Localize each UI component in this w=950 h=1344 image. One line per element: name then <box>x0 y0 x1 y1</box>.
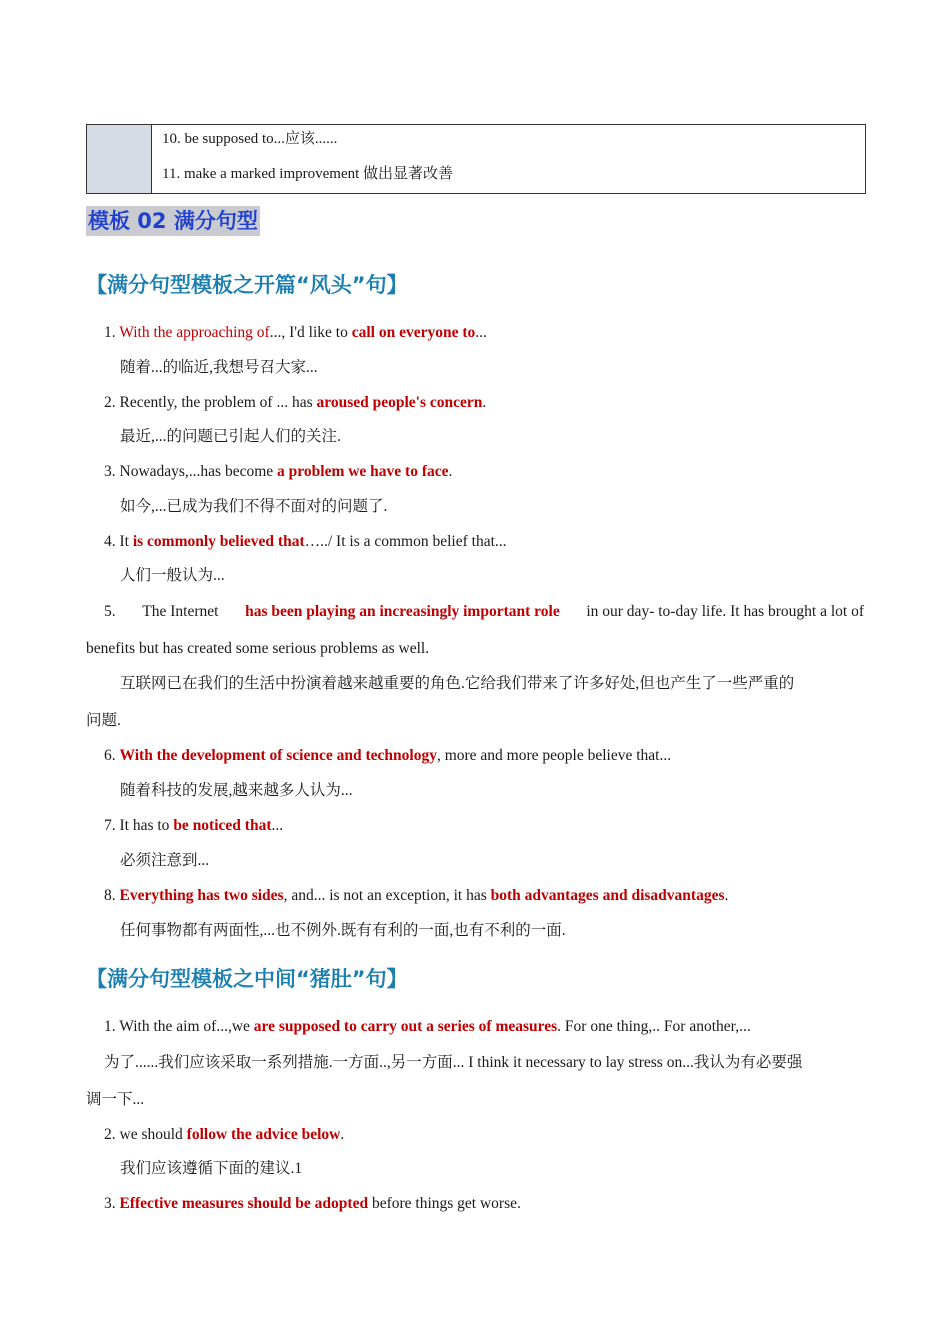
sentence-translation: 任何事物都有两面性,...也不例外.既有有利的一面,也有不利的一面. <box>120 922 566 939</box>
sentence-item: 4. It is commonly believed that…../ It is a common belief that... <box>104 533 507 550</box>
sentence-translation: 人们一般认为... <box>120 567 225 584</box>
module-title: 模板 02 满分句型 <box>86 206 260 236</box>
sentence-translation: 必须注意到... <box>120 852 210 869</box>
sentence-translation: 随着...的临近,我想号召大家... <box>120 359 318 376</box>
sentence-translation: 互联网已在我们的生活中扮演着越来越重要的角色.它给我们带来了许多好处,但也产生了一些严重的 <box>120 675 795 692</box>
sentence-item: 1. With the approaching of..., I'd like to call on everyone to... <box>104 324 487 341</box>
vocab-table <box>86 124 866 194</box>
sentence-continuation: benefits but has created some serious problems as well. <box>86 640 430 657</box>
sentence-translation: 问题. <box>86 712 121 729</box>
sentence-translation: 随着科技的发展,越来越多人认为... <box>120 782 353 799</box>
sentence-item: 3. Effective measures should be adopted before things get worse. <box>104 1195 521 1212</box>
vocab-row: 10. be supposed to...应该...... <box>162 131 338 147</box>
sentence-translation: 为了......我们应该采取一系列措施.一方面..,另一方面... I think it necessary to lay stress on...我认为有必要强 <box>104 1054 803 1071</box>
vocab-table-side-cell <box>87 125 152 193</box>
sentence-item: 3. Nowadays,...has become a problem we have to face. <box>104 463 453 480</box>
sentence-translation: 调一下... <box>86 1091 145 1108</box>
sentence-item: 1. With the aim of...,we are supposed to carry out a series of measures. For one thing,.. For another,... <box>104 1018 751 1035</box>
sentence-item: 7. It has to be noticed that... <box>104 817 284 834</box>
sentence-translation: 最近,...的问题已引起人们的关注. <box>120 428 341 445</box>
sentence-item: 5. The Internet has been playing an increasingly important role in our day- to-day life. It has brought a lot of <box>104 603 864 620</box>
vocab-table-content-cell <box>152 125 865 193</box>
sentence-translation: 我们应该遵循下面的建议.1 <box>120 1160 303 1177</box>
section-title-middle: 【满分句型模板之中间“猪肚”句】 <box>86 967 408 991</box>
sentence-item: 6. With the development of science and technology, more and more people believe that... <box>104 747 672 764</box>
vocab-row: 11. make a marked improvement 做出显著改善 <box>162 166 454 182</box>
sentence-item: 2. we should follow the advice below. <box>104 1126 345 1143</box>
section-title-opening: 【满分句型模板之开篇“风头”句】 <box>86 273 408 297</box>
sentence-item: 2. Recently, the problem of ... has aroused people's concern. <box>104 394 487 411</box>
sentence-item: 8. Everything has two sides, and... is not an exception, it has both advantages and disadvantages. <box>104 887 729 904</box>
sentence-translation: 如今,...已成为我们不得不面对的问题了. <box>120 498 388 515</box>
